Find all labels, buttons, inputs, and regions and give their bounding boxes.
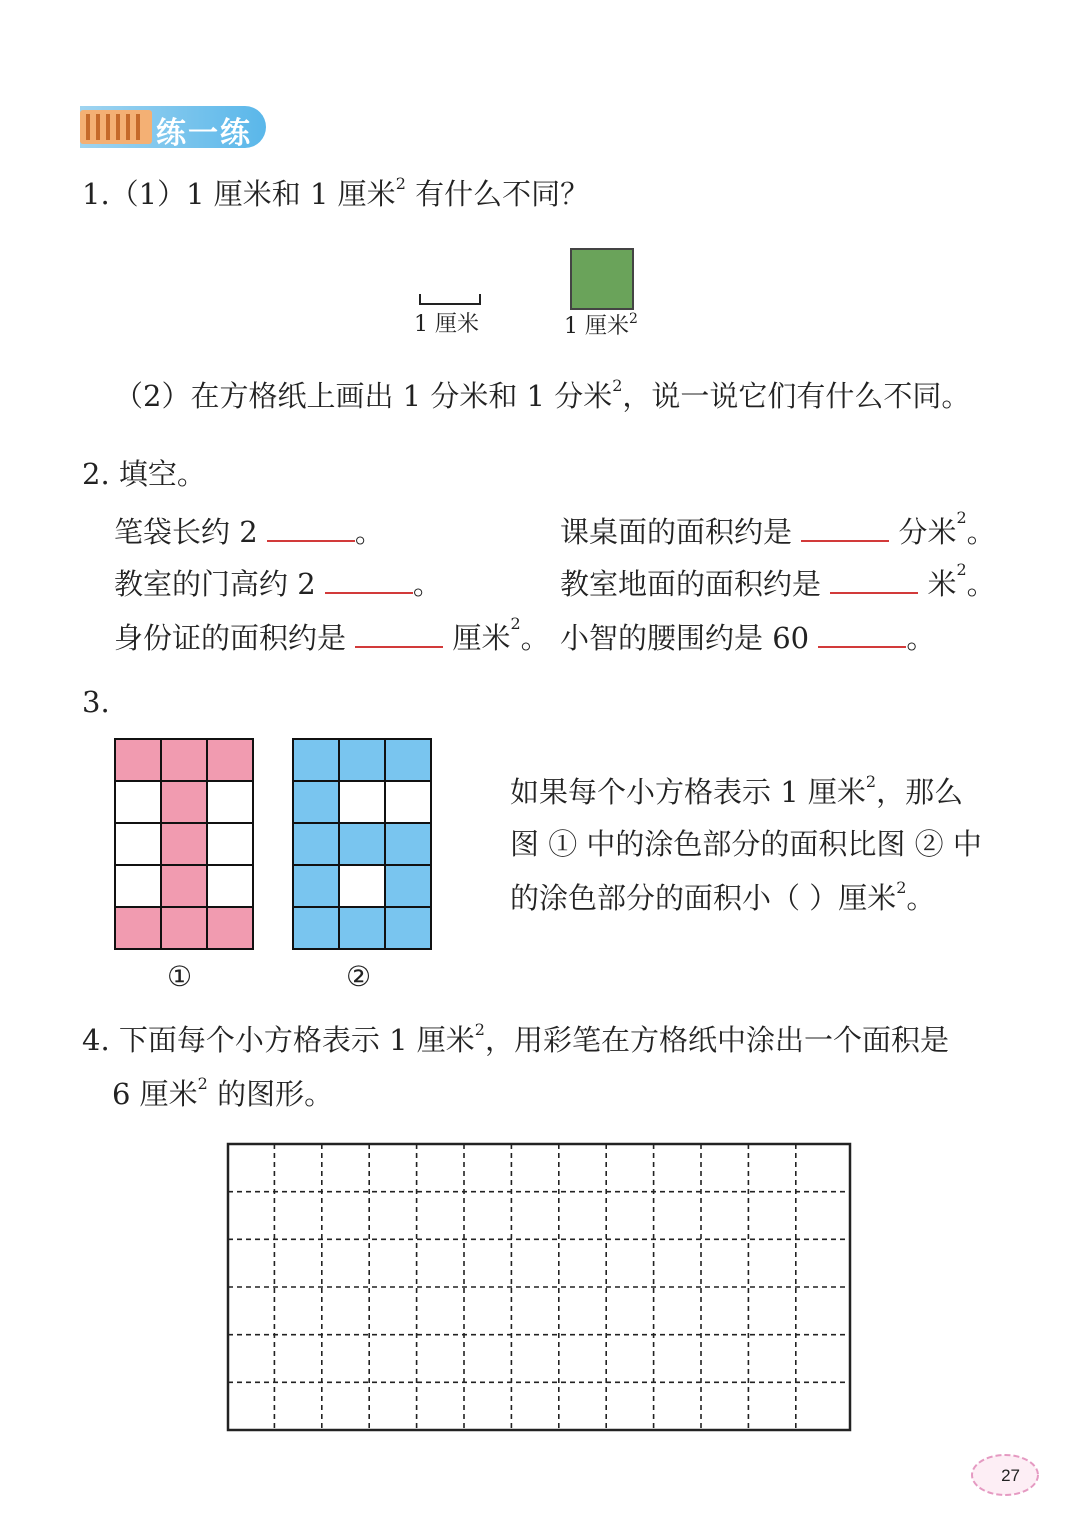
answer-blank[interactable] xyxy=(325,566,413,594)
grid-paper[interactable] xyxy=(226,1142,852,1432)
figure-2-label: ② xyxy=(346,960,372,993)
one-square-cm xyxy=(570,248,634,310)
figure-1-grid xyxy=(114,738,254,950)
q2-item4: 教室地面的面积约是 米$^2$。 xyxy=(560,560,996,601)
q2-item2: 课桌面的面积约是 分米$^2$。 xyxy=(560,508,996,549)
answer-blank[interactable] xyxy=(801,514,889,542)
one-cm-line xyxy=(418,292,482,306)
q3-line3: 的涂色部分的面积小（ ）厘米$^2$。 xyxy=(510,878,936,915)
figure-2-grid xyxy=(292,738,432,950)
answer-blank[interactable] xyxy=(355,620,443,648)
answer-blank[interactable] xyxy=(818,620,906,648)
q4-line2: 6 厘米$^2$ 的图形。 xyxy=(112,1074,334,1111)
answer-blank[interactable] xyxy=(267,514,355,542)
q3-line1: 如果每个小方格表示 1 厘米$^2$，那么 xyxy=(510,772,964,809)
abacus-icon xyxy=(80,110,152,144)
q3-line2: 图 ① 中的涂色部分的面积比图 ② 中 xyxy=(510,827,982,861)
q4-line1: 4. 下面每个小方格表示 1 厘米$^2$，用彩笔在方格纸中涂出一个面积是 xyxy=(82,1020,949,1057)
q1-part2: （2）在方格纸上画出 1 分米和 1 分米$^2$，说一说它们有什么不同。 xyxy=(114,376,971,413)
answer-blank[interactable] xyxy=(830,566,918,594)
page-number: 27 xyxy=(1001,1466,1020,1485)
q2-item6: 小智的腰围约是 60 。 xyxy=(560,621,936,655)
label-one-square-cm: 1 厘米$^2$ xyxy=(564,311,638,339)
section-title: 练一练 xyxy=(156,116,252,151)
q2-item3: 教室的门高约 2 。 xyxy=(114,567,442,601)
figure-1-label: ① xyxy=(167,960,193,993)
q2-title: 2. 填空。 xyxy=(82,457,206,491)
q2-item5: 身份证的面积约是 厘米$^2$。 xyxy=(114,614,550,655)
label-one-cm: 1 厘米 xyxy=(414,312,479,337)
q2-item1: 笔袋长约 2 。 xyxy=(114,515,384,549)
q3-number: 3. xyxy=(82,685,110,719)
q1-part1: 1.（1）1 厘米和 1 厘米$^2$ 有什么不同？ xyxy=(82,174,590,211)
